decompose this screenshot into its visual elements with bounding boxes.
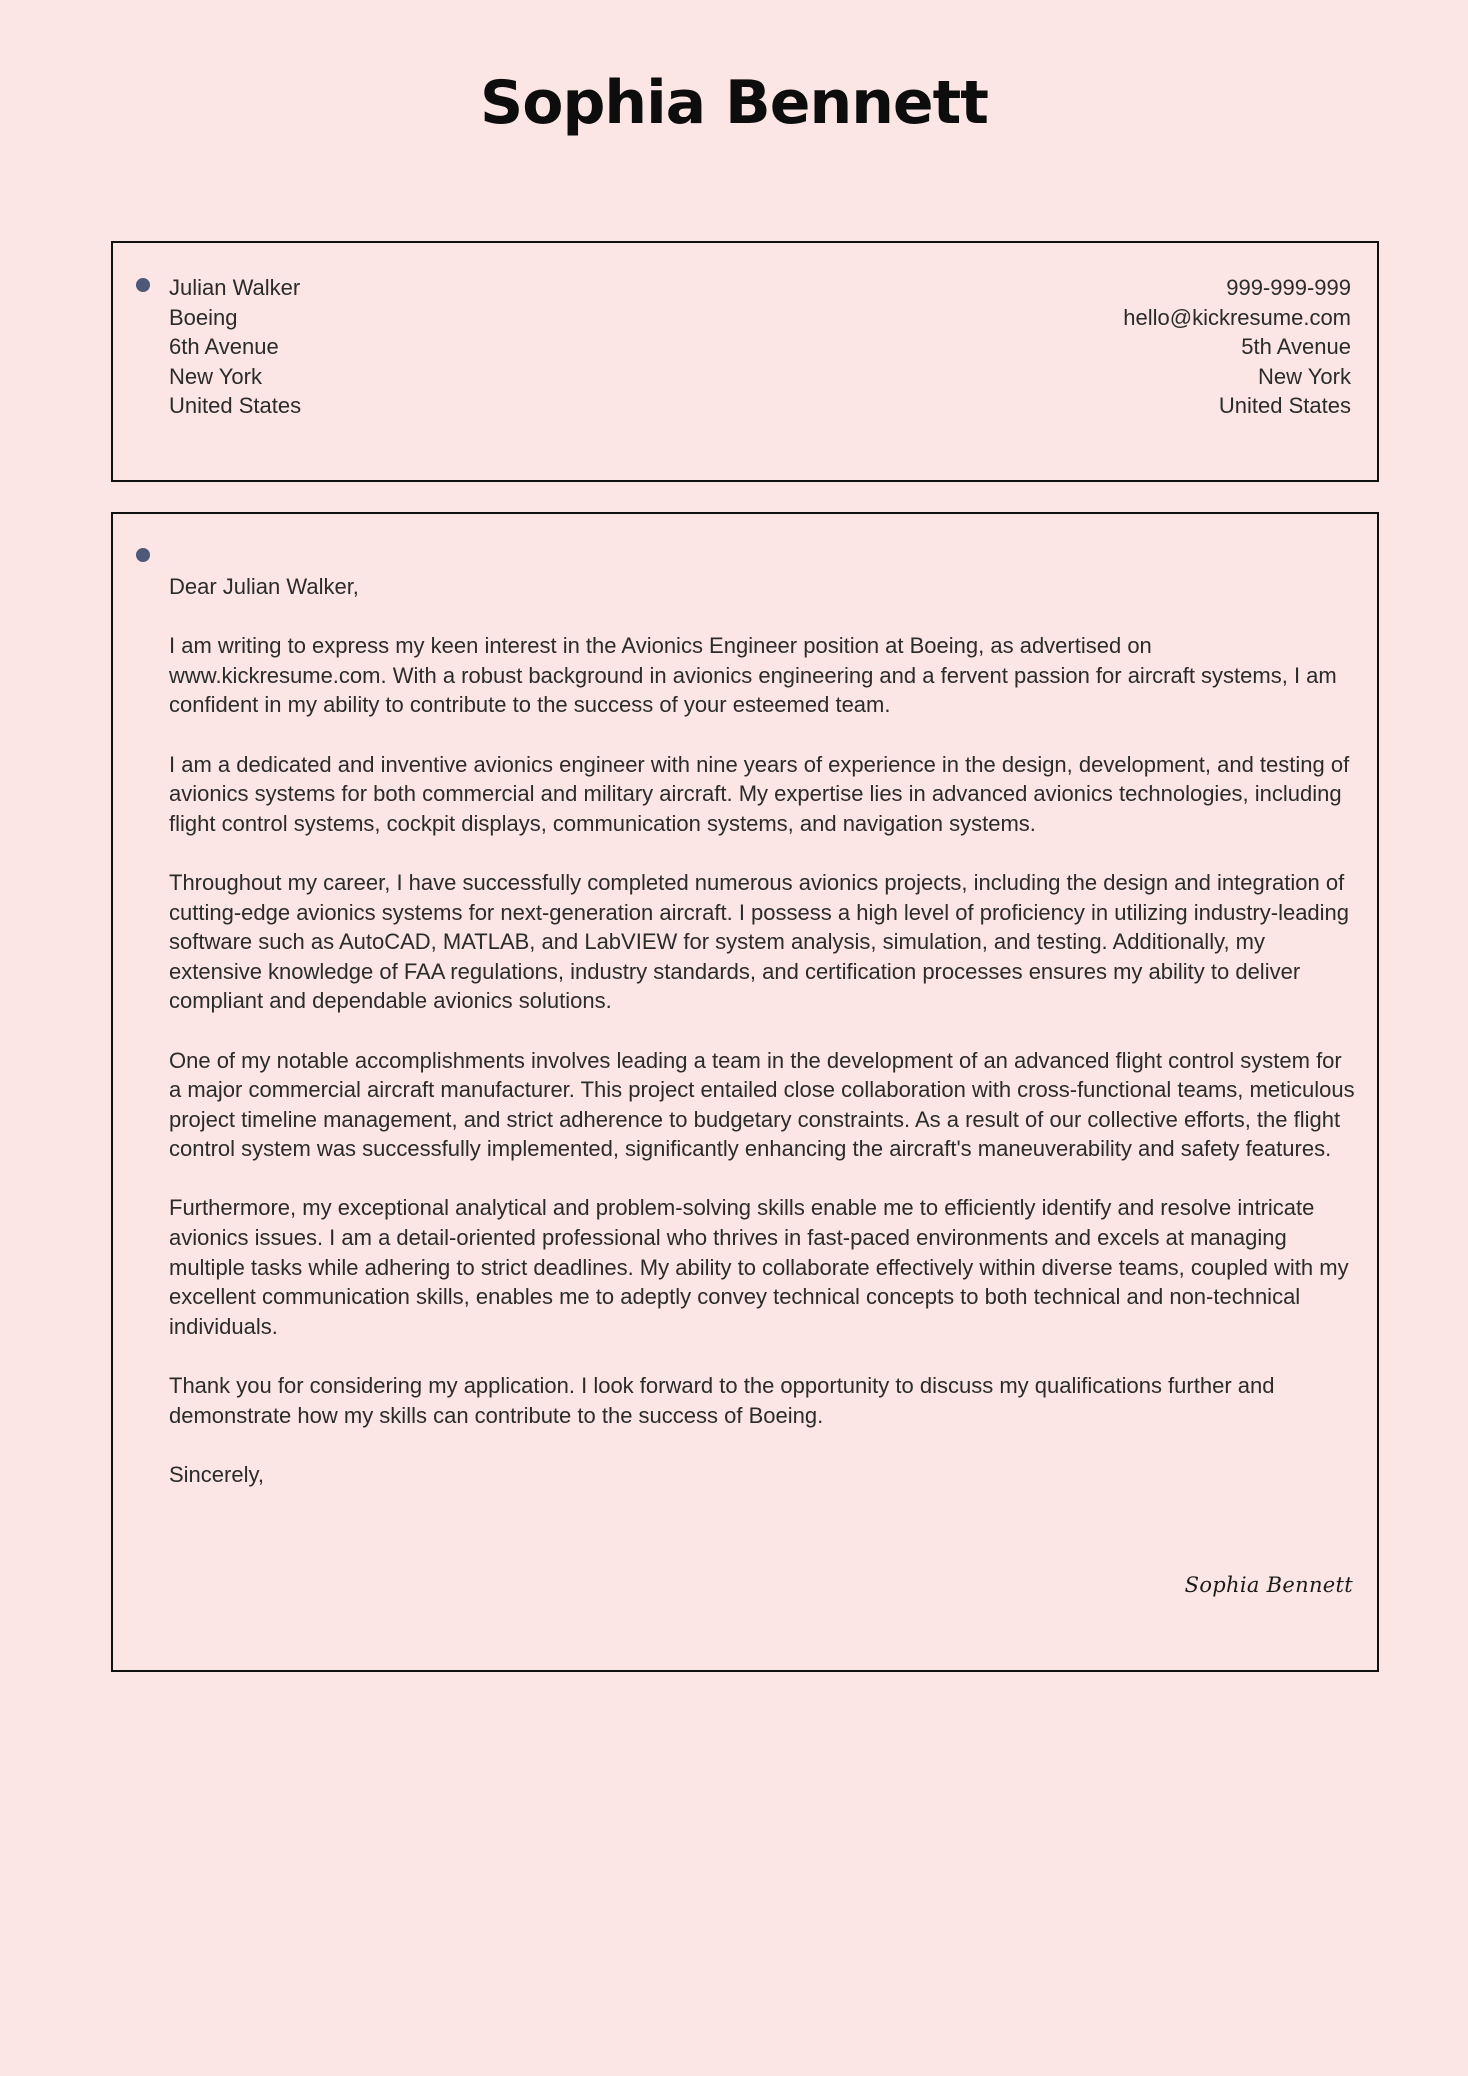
recipient-company: Boeing — [169, 304, 238, 330]
recipient-name: Julian Walker — [169, 275, 301, 300]
recipient-city: New York — [169, 363, 262, 389]
letter-paragraph: I am a dedicated and inventive avionics engineer with nine years of experience in the design, development, and testing of avionics systems for both commercial and military aircraft. My expertise lies in advanced avionics technologies, including flight control systems, cockpit displays, communication systems, and navigation systems. — [169, 751, 1350, 836]
contact-info-box — [111, 241, 1379, 482]
letter-box — [111, 512, 1379, 1672]
letter-paragraph: Furthermore, my exceptional analytical and problem-solving skills enable me to efficiently identify and resolve intricate avionics issues. I am a detail-oriented professional who thrives in fast-paced environments and excels at managing multiple tasks while adhering to strict deadlines. My ability to collaborate effectively within diverse teams, coupled with my excellent communication skills, enables me to adeptly convey technical concepts to both technical and non-technical individuals. — [169, 1195, 1349, 1339]
sender-street: 5th Avenue — [1241, 334, 1351, 360]
sender-email: hello@kickresume.com — [1123, 304, 1351, 330]
sender-phone: 999-999-999 — [1226, 275, 1351, 300]
sender-country: United States — [1218, 393, 1351, 419]
recipient-street: 6th Avenue — [169, 334, 279, 360]
sender-contact — [1123, 273, 1351, 421]
letter-paragraph: One of my notable accomplishments involves leading a team in the development of an advanced flight control system for a major commercial aircraft manufacturer. This project entailed close collaboration with cross-functional teams, meticulous project timeline management, and strict adherence to budgetary constraints. As a result of our collective efforts, the flight control system was successfully implemented, significantly enhancing the aircraft's maneuverability and safety features. — [169, 1047, 1355, 1162]
recipient-country: United States — [169, 393, 302, 419]
letter-paragraph: Thank you for considering my application. I look forward to the opportunity to discuss my qualifications further and demonstrate how my skills can contribute to the success of Boeing. — [169, 1373, 1275, 1428]
applicant-name-heading: Sophia Bennett — [480, 68, 988, 138]
bullet-dot-icon — [136, 548, 150, 562]
letter-paragraph: Throughout my career, I have successfully completed numerous avionics projects, including the design and integration of cutting-edge avionics systems for next-generation aircraft. I possess a high level of proficiency in utilizing industry-leading software such as AutoCAD, MATLAB, and LabVIEW for system analysis, simulation, and testing. Additionally, my extensive knowledge of FAA regulations, industry standards, and certification processes ensures my ability to deliver compliant and dependable avionics solutions. — [169, 869, 1350, 1014]
recipient-address — [169, 273, 301, 421]
sender-city: New York — [1258, 363, 1351, 389]
signature: Sophia Bennett — [1184, 1573, 1353, 1597]
letter-paragraph: I am writing to express my keen interest in the Avionics Engineer position at Boeing, as advertised on www.kickresume.com. With a robust background in avionics engineering and a fervent passion for aircraft systems, I am confident in my ability to contribute to the success of your esteemed team. — [169, 633, 1337, 718]
bullet-dot-icon — [136, 278, 150, 292]
letter-body — [169, 572, 1359, 1519]
letter-salutation: Dear Julian Walker, — [169, 574, 359, 599]
letter-closing: Sincerely, — [169, 1461, 264, 1487]
